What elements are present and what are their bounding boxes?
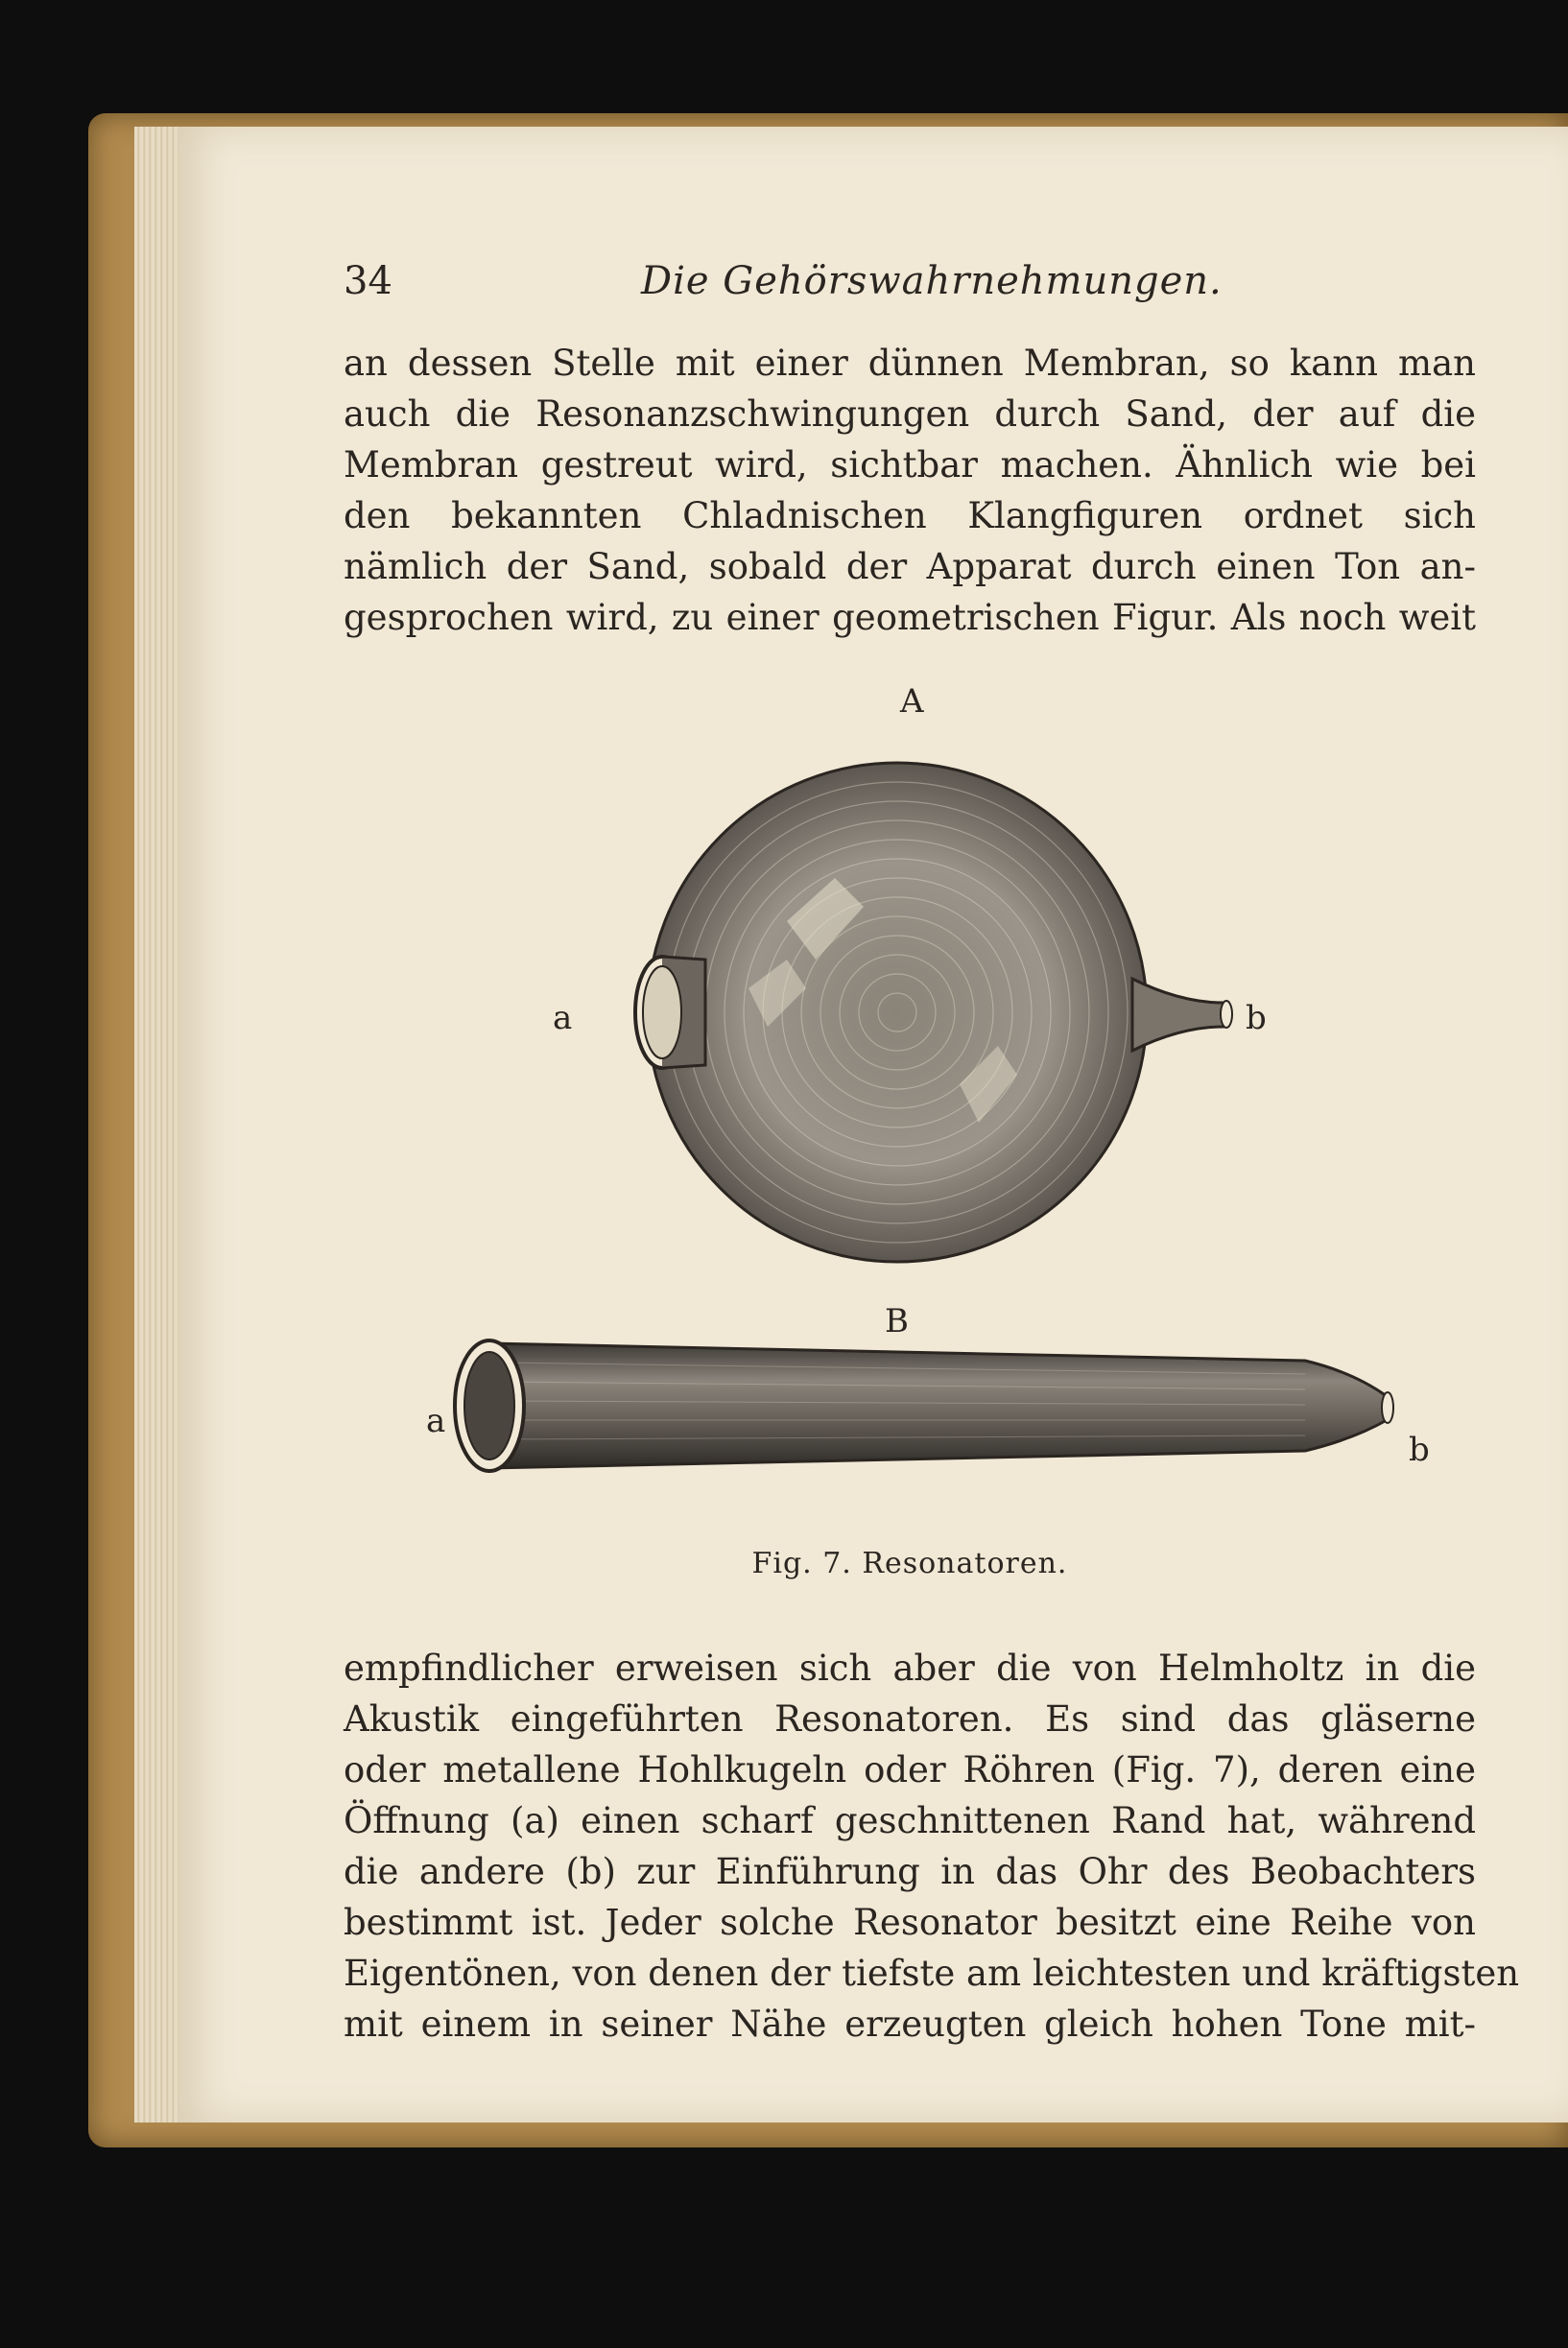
page-number: 34: [344, 259, 392, 303]
figure-label-b-upper: B: [885, 1302, 909, 1340]
text-line: Akustik eingeführten Resonatoren. Es sind das gläserne: [344, 1698, 1476, 1740]
text-line: den bekannten Chladnischen Klangfiguren ordnet sich: [344, 495, 1476, 536]
text-line: Öffnung (a) einen scharf geschnittenen Rand hat, während: [344, 1800, 1476, 1841]
page-header: [344, 259, 1476, 317]
text-line: oder metallene Hohlkugeln oder Röhren (Fig. 7), deren eine: [344, 1749, 1476, 1791]
text-line: nämlich der Sand, sobald der Apparat durch einen Ton an-: [344, 546, 1476, 587]
figure-label-a-upper: A: [900, 682, 924, 721]
text-line: an dessen Stelle mit einer dünnen Membran, so kann man: [344, 343, 1476, 384]
text-block-bottom: [344, 1643, 1520, 2050]
text-line: die andere (b) zur Einführung in das Ohr des Beobachters: [344, 1851, 1476, 1892]
figure-caption: Fig. 7. Resonatoren.: [751, 1547, 1068, 1580]
resonator-illustration: [384, 672, 1439, 1593]
text-line: auch die Resonanzschwingungen durch Sand, der auf die: [344, 393, 1476, 435]
text-line: Eigentönen, von denen der tiefste am leichtesten und kräftigsten: [344, 1953, 1520, 1994]
text-line: bestimmt ist. Jeder solche Resonator besitzt eine Reihe von: [344, 1902, 1476, 1943]
figure-label-b-small-upper: b: [1246, 999, 1267, 1037]
text-line: mit einem in seiner Nähe erzeugten gleich hohen Tone mit-: [344, 2004, 1476, 2045]
sphere-resonator: [635, 763, 1232, 1262]
running-head: Die Gehörswahrnehmungen.: [641, 259, 1223, 303]
text-line: gesprochen wird, zu einer geometrischen Figur. Als noch weit: [344, 597, 1476, 638]
figure-label-b-small-lower: b: [1409, 1431, 1430, 1469]
text-block-top: [344, 338, 1476, 643]
text-line: Membran gestreut wird, sichtbar machen. Ähnlich wie bei: [344, 444, 1476, 486]
figure-label-a-small-upper: a: [553, 999, 573, 1037]
figure-label-a-small-lower: a: [426, 1402, 446, 1440]
text-line: empfindlicher erweisen sich aber die von Helmholtz in die: [344, 1648, 1476, 1689]
tube-resonator: [455, 1340, 1393, 1471]
figure-resonators: [384, 672, 1439, 1593]
